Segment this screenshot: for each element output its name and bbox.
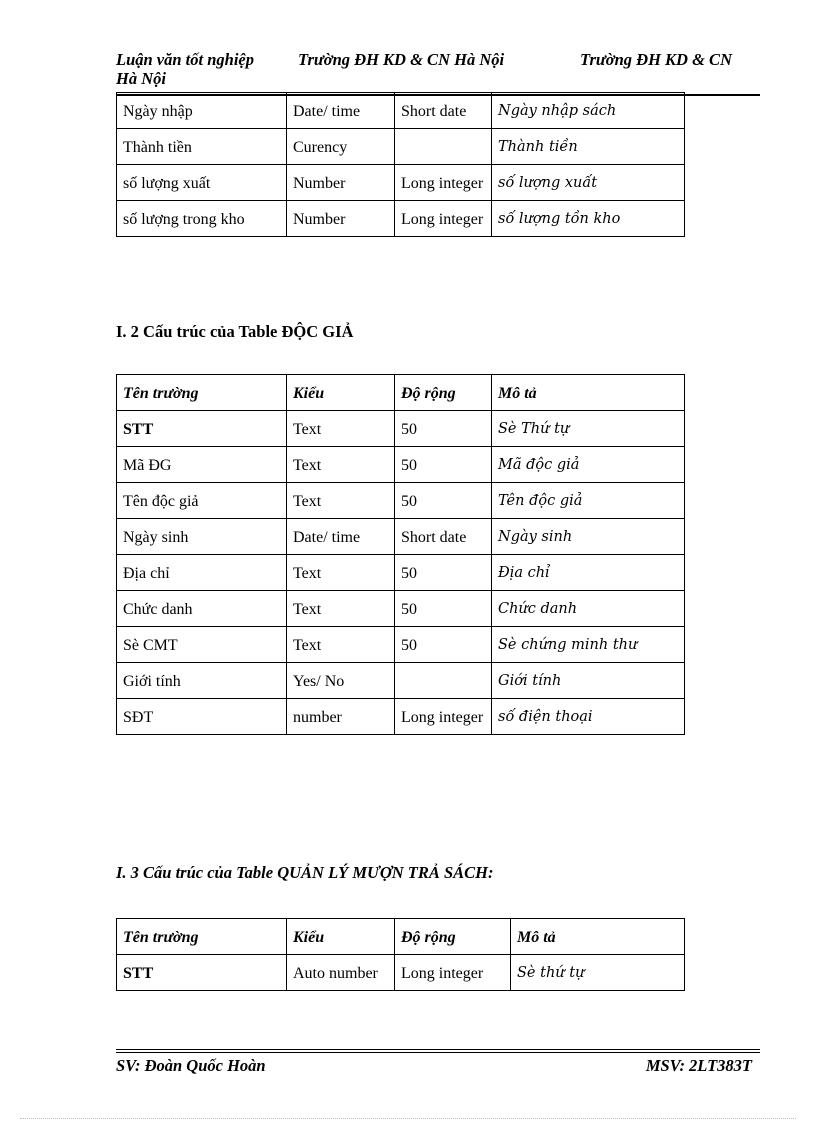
cell-type: Text: [287, 411, 395, 447]
footer-rule-double: [116, 1052, 760, 1053]
page-footer: [116, 1056, 752, 1076]
section-heading-reader-table: I. 2 Cấu trúc của Table ĐỘC GIẢ: [116, 322, 354, 341]
borrow-return-table: [116, 918, 685, 991]
cell-type: Text: [287, 483, 395, 519]
cell-description: Sè chứng minh thư: [492, 627, 685, 663]
cell-type: Text: [287, 627, 395, 663]
cell-width: Long integer: [395, 165, 492, 201]
column-header-type: Kiểu: [287, 919, 395, 955]
cell-description: Tên độc giả: [492, 483, 685, 519]
cell-description: số lượng tồn kho: [492, 201, 685, 237]
table-row: [117, 663, 685, 699]
cell-field: Chức danh: [117, 591, 287, 627]
table-row: [117, 93, 685, 129]
cell-field: Ngày sinh: [117, 519, 287, 555]
page-bottom-edge: [20, 1118, 796, 1119]
cell-field: Tên độc giả: [117, 483, 287, 519]
column-header-field: Tên trường: [117, 919, 287, 955]
cell-width: Long integer: [395, 955, 511, 991]
cell-field: Giới tính: [117, 663, 287, 699]
cell-field: số lượng xuất: [117, 165, 287, 201]
table-header-row: [117, 375, 685, 411]
footer-rule: [116, 1049, 760, 1050]
cell-type: Date/ time: [287, 519, 395, 555]
column-header-field: Tên trường: [117, 375, 287, 411]
cell-width: Long integer: [395, 699, 492, 735]
header-thesis-label: Luận văn tốt nghiệp: [116, 50, 254, 69]
cell-field: Thành tiền: [117, 129, 287, 165]
cell-type: Curency: [287, 129, 395, 165]
cell-width: 50: [395, 591, 492, 627]
column-header-description: Mô tả: [492, 375, 685, 411]
cell-type: Yes/ No: [287, 663, 395, 699]
cell-width: Short date: [395, 519, 492, 555]
table-row: [117, 165, 685, 201]
cell-description: Sè Thứ tự: [492, 411, 685, 447]
cell-field: STT: [117, 411, 287, 447]
table-row: [117, 627, 685, 663]
cell-description: Mã độc giả: [492, 447, 685, 483]
table-header-row: [117, 919, 685, 955]
header-school-name-right: Trường ĐH KD & CN: [580, 50, 732, 69]
cell-description: Giới tính: [492, 663, 685, 699]
cell-type: Text: [287, 591, 395, 627]
table-row: [117, 411, 685, 447]
cell-description: Ngày sinh: [492, 519, 685, 555]
footer-student-name: SV: Đoàn Quốc Hoàn: [116, 1056, 266, 1075]
cell-field: số lượng trong kho: [117, 201, 287, 237]
table-row: [117, 519, 685, 555]
cell-field: Ngày nhập: [117, 93, 287, 129]
column-header-width: Độ rộng: [395, 375, 492, 411]
cell-field: Địa chỉ: [117, 555, 287, 591]
table-continued: [116, 92, 685, 237]
cell-description: Ngày nhập sách: [492, 93, 685, 129]
cell-width: 50: [395, 447, 492, 483]
cell-type: Text: [287, 555, 395, 591]
table-row: [117, 555, 685, 591]
cell-description: Địa chỉ: [492, 555, 685, 591]
cell-width: 50: [395, 627, 492, 663]
table-row: [117, 129, 685, 165]
column-header-type: Kiểu: [287, 375, 395, 411]
table-row: [117, 447, 685, 483]
cell-width: [395, 663, 492, 699]
cell-field: SĐT: [117, 699, 287, 735]
cell-description: Sè thứ tự: [511, 955, 685, 991]
cell-field: STT: [117, 955, 287, 991]
page-header: [116, 50, 760, 88]
cell-type: Auto number: [287, 955, 395, 991]
reader-table: [116, 374, 685, 735]
table-row: [117, 483, 685, 519]
header-school-name: Trường ĐH KD & CN Hà Nội: [298, 50, 505, 69]
header-school-name-wrap: Hà Nội: [116, 69, 166, 88]
table-row: [117, 955, 685, 991]
section-heading-borrow-table: I. 3 Cấu trúc của Table QUẢN LÝ MƯỢN TRẢ SÁCH:: [116, 863, 494, 882]
cell-width: [395, 129, 492, 165]
cell-width: 50: [395, 483, 492, 519]
cell-width: 50: [395, 411, 492, 447]
cell-width: 50: [395, 555, 492, 591]
cell-width: Short date: [395, 93, 492, 129]
cell-type: Number: [287, 165, 395, 201]
cell-description: số điện thoại: [492, 699, 685, 735]
cell-description: Chức danh: [492, 591, 685, 627]
cell-description: số lượng xuất: [492, 165, 685, 201]
table-row: [117, 201, 685, 237]
column-header-width: Độ rộng: [395, 919, 511, 955]
cell-type: number: [287, 699, 395, 735]
column-header-description: Mô tả: [511, 919, 685, 955]
cell-width: Long integer: [395, 201, 492, 237]
cell-field: Mã ĐG: [117, 447, 287, 483]
table-row: [117, 591, 685, 627]
cell-description: Thành tiền: [492, 129, 685, 165]
cell-type: Date/ time: [287, 93, 395, 129]
cell-type: Text: [287, 447, 395, 483]
table-row: [117, 699, 685, 735]
footer-student-id: MSV: 2LT383T: [645, 1056, 752, 1075]
cell-type: Number: [287, 201, 395, 237]
cell-field: Sè CMT: [117, 627, 287, 663]
